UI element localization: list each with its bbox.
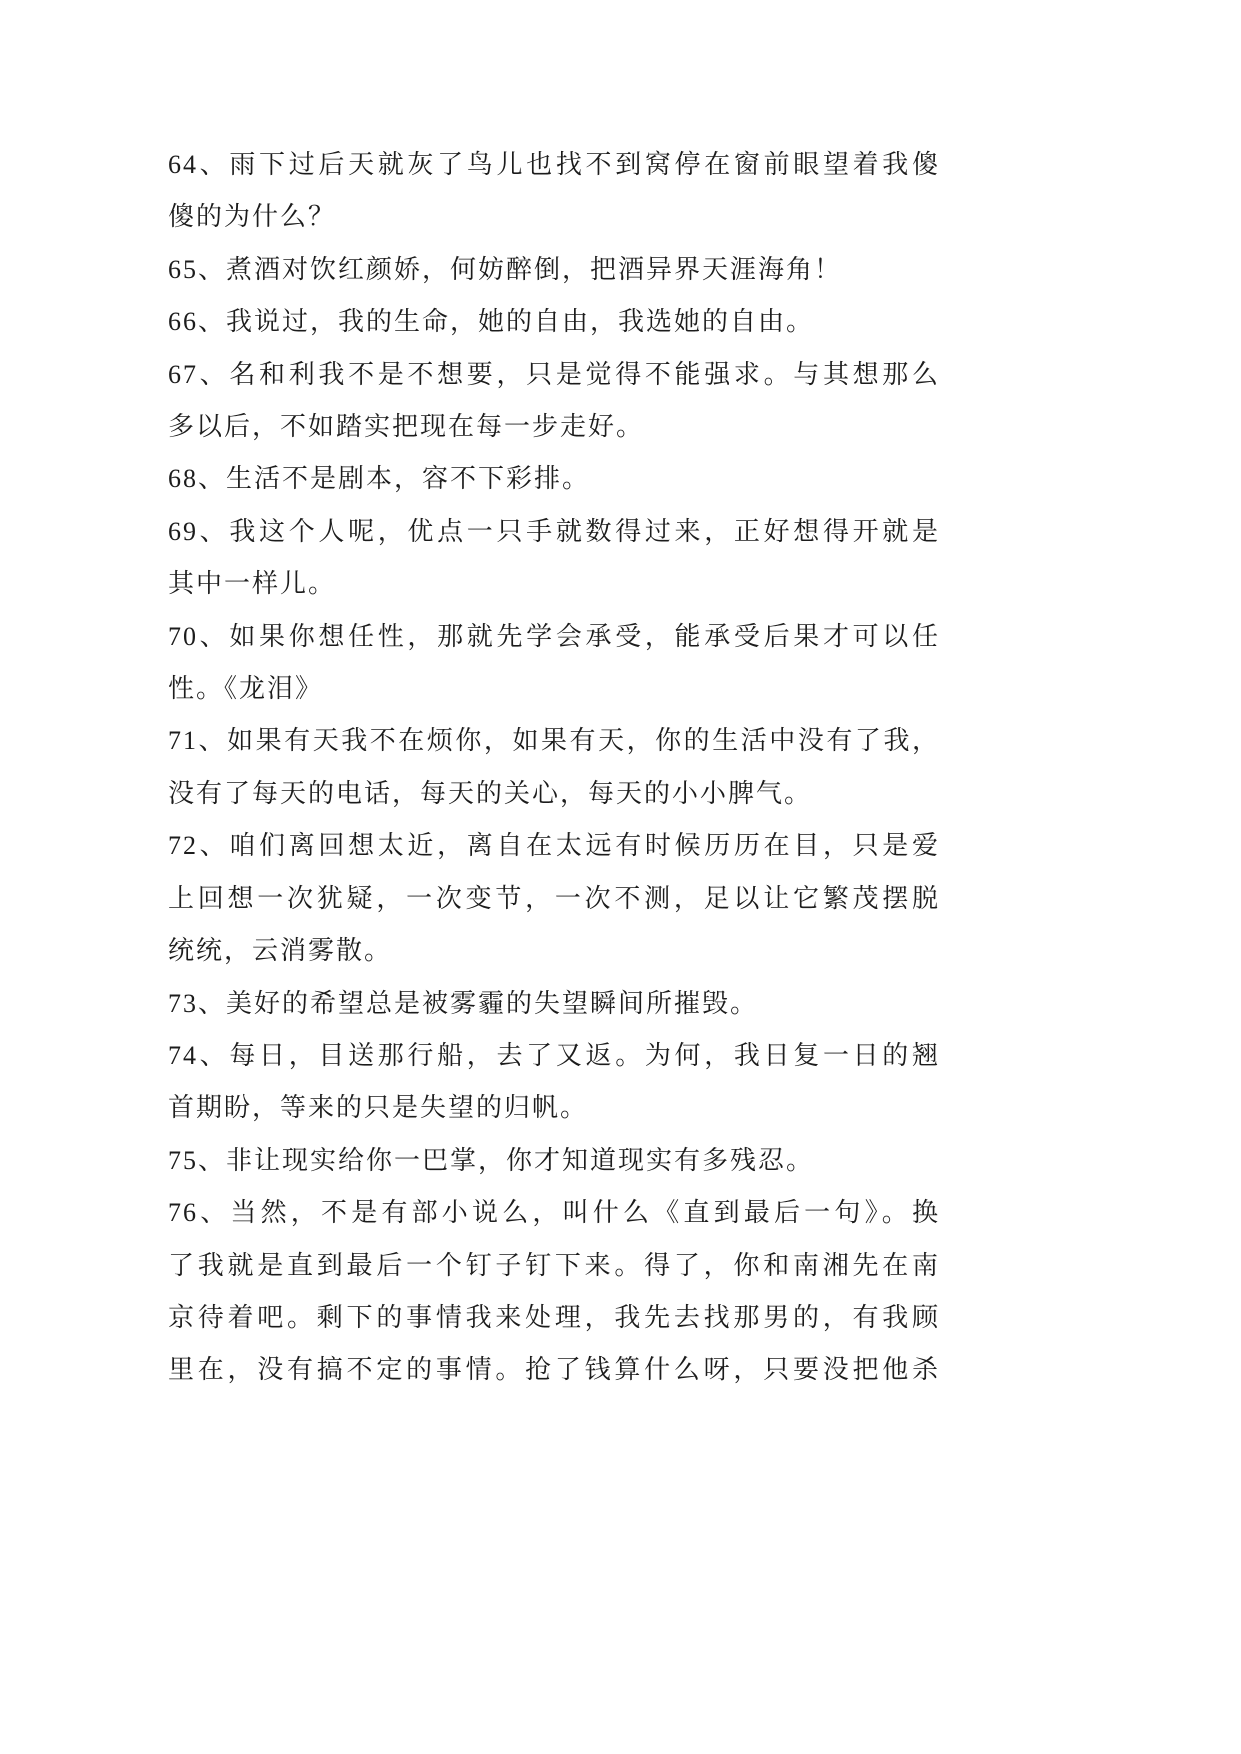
paragraph-75 bbox=[168, 1135, 940, 1187]
text-line: 京待着吧。剩下的事情我来处理，我先去找那男的，有我顾 bbox=[168, 1302, 940, 1332]
text-line: 多以后，不如踏实把现在每一步走好。 bbox=[168, 412, 645, 442]
paragraph-73 bbox=[168, 978, 940, 1030]
text-line: 了我就是直到最后一个钉子钉下来。得了，你和南湘先在南 bbox=[168, 1250, 940, 1280]
text-line: 75、非让现实给你一巴掌，你才知道现实有多残忍。 bbox=[168, 1145, 815, 1175]
document-body bbox=[168, 139, 940, 1397]
text-line: 72、咱们离回想太近，离自在太远有时候历历在目，只是爱 bbox=[168, 831, 940, 861]
text-line: 70、如果你想任性，那就先学会承受，能承受后果才可以任 bbox=[168, 621, 940, 651]
text-line: 性。《龙泪》 bbox=[168, 674, 324, 704]
text-line: 67、名和利我不是不想要，只是觉得不能强求。与其想那么 bbox=[168, 359, 940, 389]
paragraph-71 bbox=[168, 715, 940, 820]
text-line: 73、美好的希望总是被雾霾的失望瞬间所摧毁。 bbox=[168, 988, 759, 1018]
paragraph-74 bbox=[168, 1030, 940, 1135]
paragraph-64 bbox=[168, 139, 940, 244]
text-line: 66、我说过，我的生命，她的自由，我选她的自由。 bbox=[168, 307, 815, 337]
text-line: 69、我这个人呢，优点一只手就数得过来，正好想得开就是 bbox=[168, 516, 940, 546]
text-line: 其中一样儿。 bbox=[168, 569, 337, 599]
text-line: 没有了每天的电话，每天的关心，每天的小小脾气。 bbox=[168, 778, 813, 808]
text-line: 74、每日，目送那行船，去了又返。为何，我日复一日的翘 bbox=[168, 1040, 940, 1070]
text-line: 傻的为什么？ bbox=[168, 202, 337, 232]
paragraph-76 bbox=[168, 1187, 940, 1397]
text-line: 统统，云消雾散。 bbox=[168, 936, 393, 966]
text-line: 上回想一次犹疑，一次变节，一次不测，足以让它繁茂摆脱 bbox=[168, 883, 940, 913]
text-line: 首期盼，等来的只是失望的归帆。 bbox=[168, 1093, 589, 1123]
text-line: 65、煮酒对饮红颜娇，何妨醉倒，把酒异界天涯海角！ bbox=[168, 254, 843, 284]
text-line: 68、生活不是剧本，容不下彩排。 bbox=[168, 464, 591, 494]
text-line: 里在，没有搞不定的事情。抢了钱算什么呀，只要没把他杀 bbox=[168, 1355, 940, 1385]
text-line: 64、雨下过后天就灰了鸟儿也找不到窝停在窗前眼望着我傻 bbox=[168, 150, 940, 179]
paragraph-68 bbox=[168, 453, 940, 505]
text-line: 76、当然，不是有部小说么，叫什么《直到最后一句》。换 bbox=[168, 1198, 940, 1228]
paragraph-72 bbox=[168, 820, 940, 977]
paragraph-67 bbox=[168, 349, 940, 454]
paragraph-69 bbox=[168, 506, 940, 611]
paragraph-70 bbox=[168, 611, 940, 716]
paragraph-66 bbox=[168, 296, 940, 348]
text-line: 71、如果有天我不在烦你，如果有天，你的生活中没有了我， bbox=[168, 726, 940, 756]
paragraph-65 bbox=[168, 244, 940, 296]
